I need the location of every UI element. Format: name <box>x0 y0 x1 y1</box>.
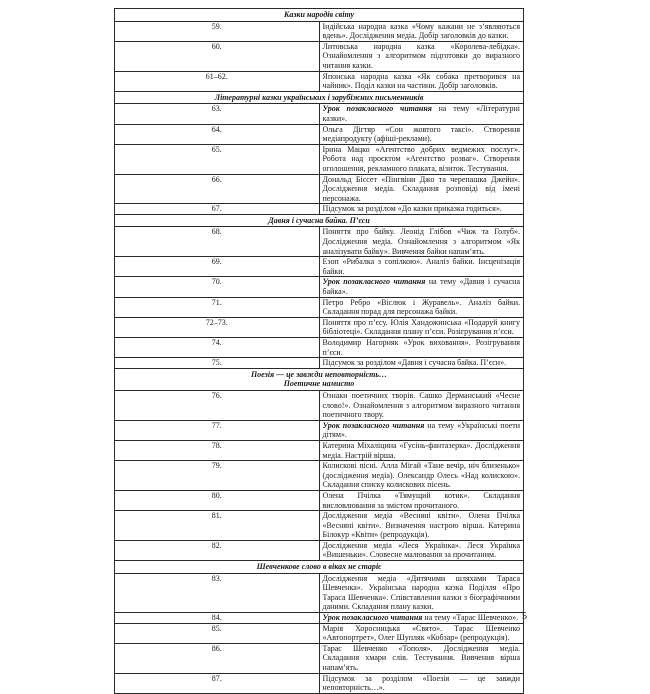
lesson-description <box>319 227 524 257</box>
lesson-row <box>115 511 524 541</box>
lesson-number: 82. <box>115 540 320 560</box>
lesson-text: Поняття про байку. Леонід Глібов «Чиж та Голуб». Дослідження медіа. Ознайомлення з алгоритмом «Як аналізувати байку». Вивчення байки напам’ять. <box>322 227 520 256</box>
lesson-row <box>115 358 524 369</box>
lesson-row <box>115 71 524 91</box>
lesson-row <box>115 440 524 460</box>
section-heading-row <box>115 9 524 22</box>
lesson-text: Підсумок за розділом «Давня і сучасна байка. П’єси». <box>322 358 507 368</box>
lesson-row <box>115 257 524 277</box>
lesson-row <box>115 420 524 440</box>
lesson-number: 78. <box>115 440 320 460</box>
lesson-description <box>319 440 524 460</box>
lesson-row <box>115 490 524 510</box>
lesson-number: 77. <box>115 420 320 440</box>
lesson-row <box>115 124 524 144</box>
lesson-number: 60. <box>115 41 320 71</box>
section-heading <box>115 9 524 22</box>
page-number: 5 <box>522 611 527 622</box>
lesson-text: на тему «Літературні казки». <box>322 104 521 123</box>
lesson-description <box>319 573 524 612</box>
lesson-row <box>115 227 524 257</box>
lesson-text: Литовська народна казка «Королева-лебідка». Ознайомлення з алгоритмом підготовки до виразного читання казки. <box>322 41 520 70</box>
lesson-row <box>115 573 524 612</box>
lesson-row <box>115 144 524 174</box>
extracurricular-reading-label: Урок позакласного читання <box>322 420 425 430</box>
lesson-text: Колискові пісні. Алла Мігай «Тане вечір, ніч близенько» (дослідження медіа). Олександр Олесь «Над колискою». Складання списку колискових пісень. <box>322 461 520 490</box>
lesson-text: Ознаки поетичних творів. Сашко Дерманський «Чесне слово!». Ознайомлення з алгоритмом виразного читання поетичного твору. <box>322 390 520 420</box>
section-title: Давня і сучасна байка. П’єси <box>268 215 370 225</box>
lesson-description <box>319 104 524 124</box>
lesson-description <box>319 673 524 693</box>
extracurricular-reading-label: Урок позакласного читання <box>322 104 432 114</box>
lesson-text: на тему «Тарас Шевченко». <box>422 613 519 623</box>
lesson-number: 71. <box>115 297 320 317</box>
lesson-description <box>319 124 524 144</box>
lesson-row <box>115 297 524 317</box>
lesson-row <box>115 673 524 693</box>
lesson-number: 63. <box>115 104 320 124</box>
lesson-number: 76. <box>115 390 320 420</box>
lesson-number: 68. <box>115 227 320 257</box>
lesson-description <box>319 461 524 491</box>
lesson-row <box>115 41 524 71</box>
lesson-text: Володимир Нагорняк «Урок виховання». Розігрування п’єси. <box>322 338 520 357</box>
lesson-row <box>115 104 524 124</box>
lesson-number: 64. <box>115 124 320 144</box>
lesson-description <box>319 174 524 204</box>
lesson-description <box>319 511 524 541</box>
lesson-plan-page <box>114 8 524 694</box>
section-heading <box>115 368 524 390</box>
lesson-description <box>319 540 524 560</box>
lesson-description <box>319 390 524 420</box>
lesson-number: 59. <box>115 21 320 41</box>
lesson-text: Ольга Дігтяр «Сон жовтого таксі». Створення медіапродукту (афіші-реклами). <box>322 124 520 144</box>
lesson-row <box>115 613 524 624</box>
section-heading-row <box>115 214 524 227</box>
lesson-text: на тему «Українські поети дітям». <box>322 420 521 440</box>
lesson-number: 85. <box>115 623 320 643</box>
lesson-number: 72–73. <box>115 317 320 337</box>
lesson-number: 83. <box>115 573 320 612</box>
lesson-plan-body <box>115 9 524 694</box>
lesson-number: 69. <box>115 257 320 277</box>
section-title: Поезія — це завжди неповторність… <box>250 369 388 379</box>
lesson-text: Підсумок за розділом «Поезія — це завжди неповторність…». <box>322 673 520 693</box>
lesson-text: на тему «Давня і сучасна байка». <box>322 277 520 297</box>
section-heading-row <box>115 561 524 574</box>
lesson-description <box>319 297 524 317</box>
lesson-description <box>319 338 524 358</box>
lesson-text: Тарас Шевченко «Тополя». Дослідження медіа. Складання хмари слів. Тестування. Вивчення вірша напам’ять. <box>322 643 520 672</box>
section-title: Казки народів світу <box>283 10 355 19</box>
section-heading-row <box>115 91 524 104</box>
lesson-row <box>115 21 524 41</box>
lesson-number: 66. <box>115 174 320 204</box>
lesson-row <box>115 643 524 673</box>
lesson-number: 70. <box>115 277 320 297</box>
lesson-number: 80. <box>115 490 320 510</box>
lesson-number: 81. <box>115 511 320 541</box>
lesson-description <box>319 144 524 174</box>
lesson-description <box>319 317 524 337</box>
lesson-description <box>319 204 524 215</box>
lesson-text: Дослідження медіа «Весняні квіти». Олена Пчілка «Весняні квіти». Визначення настрою вірша. Катерина Білокур «Квіти» (репродукція). <box>322 511 520 540</box>
section-heading <box>115 561 524 574</box>
lesson-description <box>319 358 524 369</box>
lesson-row <box>115 390 524 420</box>
lesson-text: Дослідження медіа «Леся Українка». Леся Українка «Вишеньки». Словесне малювання за прочитаним. <box>322 540 520 560</box>
lesson-number: 74. <box>115 338 320 358</box>
lesson-text: Поняття про п’єсу. Юлія Хандожинська «Подаруй книгу бібліотеці». Складання плану п’єси. Розігрування п’єси. <box>322 317 520 337</box>
lesson-text: Дослідження медіа «Дитячими шляхами Тараса Шевченка». Українська народна казка Поділля «Про Тараса Шевченка». Співставлення казки з біографічними даними. Складання плану казки. <box>322 573 520 612</box>
lesson-description <box>319 21 524 41</box>
section-title: Літературні казки українських і зарубіжних письменників <box>214 92 424 102</box>
lesson-number: 65. <box>115 144 320 174</box>
lesson-description <box>319 623 524 643</box>
lesson-number: 61–62. <box>115 71 320 91</box>
lesson-plan-table <box>114 8 524 694</box>
section-subtitle: Поетичне намисто <box>283 379 355 389</box>
lesson-text: Марія Хоросницька «Свято». Тарас Шевченко «Автопортрет», Олег Шупляк «Кобзар» (репродукція). <box>322 623 520 643</box>
lesson-number: 86. <box>115 643 320 673</box>
lesson-description <box>319 257 524 277</box>
extracurricular-reading-label: Урок позакласного читання <box>322 277 426 287</box>
lesson-text: Підсумок за розділом «До казки приказка годиться». <box>322 204 502 214</box>
lesson-text: Японська народна казка «Як собака претворився на чайник». Поділ казки на частини. Добір заголовків. <box>322 71 520 91</box>
lesson-number: 87. <box>115 673 320 693</box>
lesson-text: Дональд Біссет «Пінгвіни Джо та черепашка Джейн». Дослідження медіа. Складання розповіді від імені персонажа. <box>322 174 520 203</box>
lesson-text: Катерина Міхаліцина «Гусінь-фантазерка». Дослідження медіа. Настрій вірша. <box>322 440 520 460</box>
lesson-row <box>115 204 524 215</box>
lesson-row <box>115 338 524 358</box>
lesson-number: 84. <box>115 613 320 624</box>
lesson-description <box>319 420 524 440</box>
section-heading <box>115 91 524 104</box>
lesson-description <box>319 71 524 91</box>
lesson-row <box>115 277 524 297</box>
lesson-row <box>115 174 524 204</box>
lesson-number: 79. <box>115 461 320 491</box>
lesson-row <box>115 317 524 337</box>
lesson-text: Езоп «Рибалка з сопілкою». Аналіз байки. Інсценізація байки. <box>322 257 520 276</box>
extracurricular-reading-label: Урок позакласного читання <box>322 613 423 623</box>
lesson-text: Індійська народна казка «Чому кажани не з’являються вдень». Дослідження медіа. Добір заголовків до казки. <box>322 21 520 41</box>
lesson-description <box>319 41 524 71</box>
lesson-text: Олена Пчілка «Тямущий котик». Складання висловлювання за змістом прочитаного. <box>322 490 520 510</box>
lesson-number: 75. <box>115 358 320 369</box>
lesson-row <box>115 461 524 491</box>
lesson-description <box>319 490 524 510</box>
section-heading <box>115 214 524 227</box>
lesson-row <box>115 540 524 560</box>
lesson-text: Ірина Мацко «Агентство добрих ведмежих послуг». Робота над проєктом «Агентство розваг». Створення оголошення, рекламного плаката, візиток. Тестування. <box>322 144 520 173</box>
lesson-description <box>319 643 524 673</box>
section-heading-row <box>115 368 524 390</box>
lesson-description <box>319 277 524 297</box>
section-title: Шевченкове слово в віках не старіє <box>256 562 382 572</box>
lesson-number: 67. <box>115 204 320 215</box>
lesson-row <box>115 623 524 643</box>
lesson-description <box>319 613 524 624</box>
lesson-text: Петро Ребро «Віслюк і Журавель». Аналіз байки. Складання порад для персонажа байки. <box>322 297 520 317</box>
